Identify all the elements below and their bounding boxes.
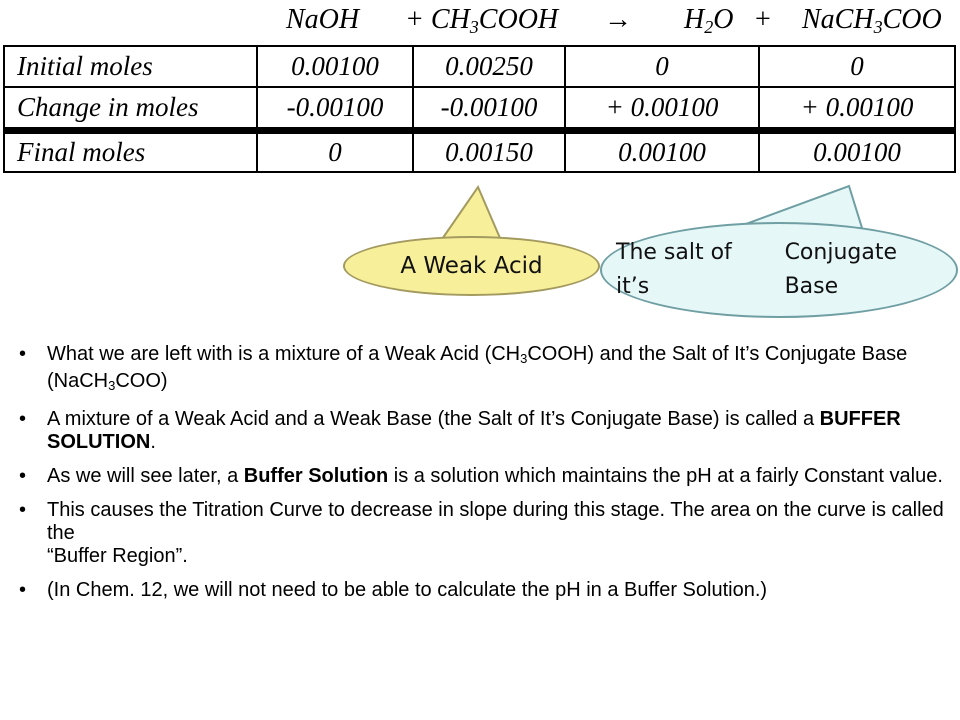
subscript: 3 (873, 17, 883, 37)
subscript: 3 (108, 378, 116, 393)
subscript: 3 (469, 17, 479, 37)
reactant-naoh: NaOH (286, 4, 360, 35)
row-label: Final moles (4, 131, 257, 173)
text: A mixture of a Weak Acid and a Weak Base (the Salt of It’s Conjugate Base) is called a (47, 408, 820, 430)
table-cell: 0 (565, 46, 759, 87)
table-cell: 0.00100 (565, 131, 759, 173)
subscript: 2 (704, 17, 714, 37)
text: “Buffer Region”. (47, 545, 188, 567)
bullet-icon: • (19, 499, 27, 521)
row-label: Change in moles (4, 87, 257, 131)
water-o: O (713, 4, 734, 35)
bullet-icon: • (19, 343, 27, 365)
subscript: 3 (520, 351, 528, 366)
reaction-arrow: → (604, 4, 632, 35)
table-cell: -0.00100 (413, 87, 565, 131)
bullet-icon: • (19, 408, 27, 430)
text: (In Chem. 12, we will not need to be able to calculate the pH in a Buffer Solution.) (47, 579, 768, 601)
callout-line: The salt of it’s (616, 239, 732, 299)
text: This causes the Titration Curve to decrease in slope during this stage. The area on the curve is called the (47, 499, 944, 544)
text: is a solution which maintains the pH at a fairly Constant value. (388, 465, 943, 487)
water-h: H (684, 4, 705, 35)
list-item (0, 499, 950, 568)
plus-sign: + (755, 4, 771, 35)
text: COOH) and the Salt of It’s Conjugate Base (NaCH (47, 343, 908, 392)
bullet-icon: • (19, 465, 27, 487)
text: COO) (115, 370, 168, 392)
callout-line: Conjugate Base (784, 239, 897, 299)
table-cell: 0 (759, 46, 955, 87)
list-item (0, 343, 950, 397)
bullet-list (0, 343, 950, 613)
table-cell: 0.00150 (413, 131, 565, 173)
text: . (150, 431, 156, 453)
list-item (0, 465, 950, 488)
text: As we will see later, a (47, 465, 244, 487)
table-cell: 0.00100 (257, 46, 413, 87)
plus-ch: + CH (405, 4, 470, 35)
table-cell: 0.00250 (413, 46, 565, 87)
weak-acid-callout: A Weak Acid (343, 236, 600, 296)
bold-term: BUFFER SOLUTION (47, 408, 901, 453)
row-label: Initial moles (4, 46, 257, 87)
cooh: COOH (478, 4, 559, 35)
list-item (0, 408, 950, 454)
table-cell: 0.00100 (759, 131, 955, 173)
bullet-icon: • (19, 579, 27, 601)
table-cell: + 0.00100 (565, 87, 759, 131)
list-item (0, 579, 950, 602)
salt-nach: NaCH (802, 4, 874, 35)
table-cell: 0 (257, 131, 413, 173)
salt-coo: COO (882, 4, 942, 35)
table-cell: -0.00100 (257, 87, 413, 131)
text: What we are left with is a mixture of a Weak Acid (CH (47, 343, 521, 365)
bold-term: Buffer Solution (243, 465, 389, 487)
conjugate-base-salt-callout (600, 222, 958, 318)
table-cell: + 0.00100 (759, 87, 955, 131)
